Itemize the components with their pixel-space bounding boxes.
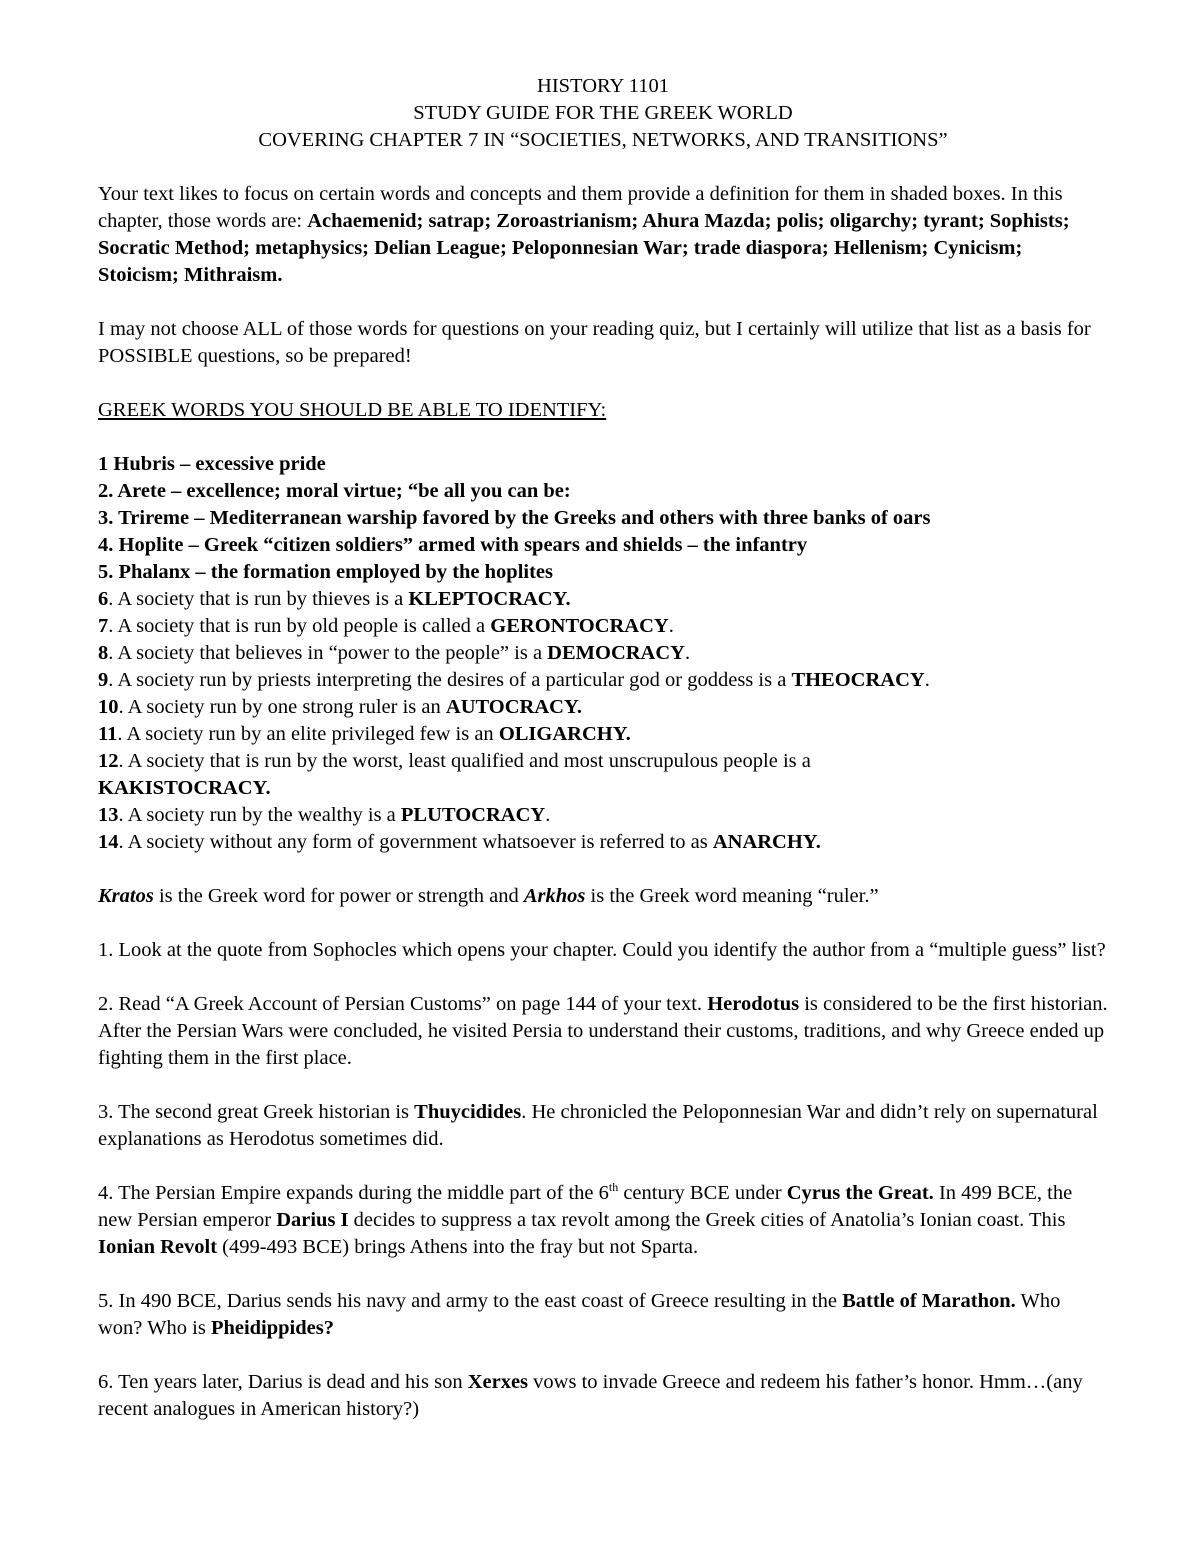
q4-ordinal-superscript: th bbox=[608, 1180, 619, 1195]
item-text: . A society that is run by the worst, least qualified and most unscrupulous people is a bbox=[118, 750, 811, 772]
definition-text: 4. Hoplite – Greek “citizen soldiers” armed with spears and shields – the infantry bbox=[98, 534, 808, 556]
title-block bbox=[98, 73, 1108, 154]
q3-text: 3. The second great Greek historian is bbox=[98, 1101, 415, 1123]
item-number: 11 bbox=[98, 723, 118, 745]
definition-text: 1 Hubris – excessive pride bbox=[98, 453, 326, 475]
item-number: 9 bbox=[98, 669, 109, 691]
kratos-mid: is the Greek word for power or strength and bbox=[153, 885, 524, 907]
bold-definition-item bbox=[98, 478, 1108, 505]
definition-text: 2. Arete – excellence; moral virtue; “be all you can be: bbox=[98, 480, 571, 502]
society-item bbox=[98, 640, 1108, 667]
society-item bbox=[98, 748, 1108, 775]
course-title: HISTORY 1101 bbox=[537, 75, 669, 97]
question-4 bbox=[98, 1180, 1108, 1261]
item-term: KAKISTOCRACY. bbox=[98, 777, 271, 799]
society-item bbox=[98, 721, 1108, 748]
intro-paragraph bbox=[98, 181, 1108, 289]
item-text: . A society without any form of government whatsoever is referred to as bbox=[118, 831, 713, 853]
chapter-coverage: COVERING CHAPTER 7 IN “SOCIETIES, NETWORKS, AND TRANSITIONS” bbox=[258, 129, 948, 151]
section-heading bbox=[98, 397, 1108, 424]
item-number: 12 bbox=[98, 750, 119, 772]
item-number: 7 bbox=[98, 615, 109, 637]
q6-term-xerxes: Xerxes bbox=[467, 1371, 529, 1393]
society-item bbox=[98, 802, 1108, 829]
item-end: . bbox=[668, 615, 674, 637]
q2-text-end: is considered to be the first historian. After the Persian Wars were concluded, he visited Persia to understand their customs, traditions, and why Greece ended up fighting them in the first place. bbox=[98, 993, 1108, 1069]
item-term: THEOCRACY bbox=[791, 669, 925, 691]
q6-text: 6. Ten years later, Darius is dead and his son bbox=[98, 1371, 468, 1393]
kratos-word: Kratos bbox=[98, 885, 154, 907]
item-number: 13 bbox=[98, 804, 119, 826]
definition-text: 3. Trireme – Mediterranean warship favored by the Greeks and others with three banks of oars bbox=[98, 507, 931, 529]
q4-term-ionian: Ionian Revolt bbox=[98, 1236, 218, 1258]
bold-definition-item bbox=[98, 451, 1108, 478]
guide-subtitle: STUDY GUIDE FOR THE GREEK WORLD bbox=[413, 102, 793, 124]
q4-term-darius: Darius I bbox=[276, 1209, 349, 1231]
document-content bbox=[98, 73, 1108, 1450]
item-term: AUTOCRACY. bbox=[445, 696, 583, 718]
item-text: . A society that is run by old people is called a bbox=[108, 615, 491, 637]
society-item bbox=[98, 613, 1108, 640]
q4-text-end: (499-493 BCE) brings Athens into the fray but not Sparta. bbox=[217, 1236, 699, 1258]
kratos-paragraph bbox=[98, 883, 1108, 910]
item-text: . A society run by priests interpreting the desires of a particular god or goddess is a bbox=[108, 669, 792, 691]
item-end: . bbox=[924, 669, 930, 691]
item-term: GERONTOCRACY bbox=[490, 615, 669, 637]
bold-definition-item bbox=[98, 505, 1108, 532]
q5-term-pheidippides: Pheidippides? bbox=[210, 1317, 334, 1339]
item-number: 8 bbox=[98, 642, 109, 664]
q2-term: Herodotus bbox=[707, 993, 800, 1015]
q5-term-marathon: Battle of Marathon. bbox=[842, 1290, 1016, 1312]
item-text: . A society run by an elite privileged few is an bbox=[117, 723, 499, 745]
society-item bbox=[98, 775, 1108, 802]
item-term: OLIGARCHY. bbox=[498, 723, 631, 745]
item-end: . bbox=[545, 804, 551, 826]
intro-terms: Achaemenid; satrap; Zoroastrianism; Ahura Mazda; polis; oligarchy; tyrant; Sophists; Socratic Method; metaphysics; Delian League; Peloponnesian War; trade diaspora; Hellenism; Cynicism; Stoicism; Mithraism. bbox=[98, 210, 1070, 286]
society-item bbox=[98, 829, 1108, 856]
society-item bbox=[98, 694, 1108, 721]
q4-text-2: century BCE under bbox=[618, 1182, 787, 1204]
definition-list bbox=[98, 451, 1108, 856]
q2-text: 2. Read “A Greek Account of Persian Customs” on page 144 of your text. bbox=[98, 993, 708, 1015]
item-term: ANARCHY. bbox=[712, 831, 821, 853]
q4-term-cyrus: Cyrus the Great. bbox=[786, 1182, 934, 1204]
item-number: 10 bbox=[98, 696, 119, 718]
item-number: 14 bbox=[98, 831, 119, 853]
item-term: DEMOCRACY bbox=[547, 642, 685, 664]
q5-text: 5. In 490 BCE, Darius sends his navy and army to the east coast of Greece resulting in the bbox=[98, 1290, 843, 1312]
q3-text-end: . He chronicled the Peloponnesian War and didn’t rely on supernatural explanations as Herodotus sometimes did. bbox=[98, 1101, 1098, 1150]
question-3 bbox=[98, 1099, 1108, 1153]
q5-text-2: Who won? Who is bbox=[98, 1290, 1061, 1339]
intro-text: Your text likes to focus on certain words and concepts and them provide a definition for them in shaded boxes. In this chapter, those words are: bbox=[98, 183, 1063, 232]
quiz-note: I may not choose ALL of those words for questions on your reading quiz, but I certainly will utilize that list as a basis for POSSIBLE questions, so be prepared! bbox=[98, 318, 1091, 367]
question-6 bbox=[98, 1369, 1108, 1423]
question-1: 1. Look at the quote from Sophocles which opens your chapter. Could you identify the author from a “multiple guess” list? bbox=[98, 939, 1106, 961]
bold-definition-item bbox=[98, 532, 1108, 559]
q4-text-3: In 499 BCE, the new Persian emperor bbox=[98, 1182, 1073, 1231]
q4-text-4: decides to suppress a tax revolt among the Greek cities of Anatolia’s Ionian coast. This bbox=[348, 1209, 1066, 1231]
arkhos-word: Arkhos bbox=[523, 885, 586, 907]
society-item bbox=[98, 586, 1108, 613]
item-end: . bbox=[684, 642, 691, 664]
item-term: PLUTOCRACY bbox=[400, 804, 546, 826]
item-text: . A society that is run by thieves is a bbox=[108, 588, 409, 610]
q3-term: Thuycidides bbox=[414, 1101, 522, 1123]
item-text: . A society run by the wealthy is a bbox=[118, 804, 401, 826]
item-text: . A society that believes in “power to the people” is a bbox=[108, 642, 548, 664]
definition-text: 5. Phalanx – the formation employed by the hoplites bbox=[98, 561, 553, 583]
item-text: . A society run by one strong ruler is an bbox=[118, 696, 446, 718]
question-5 bbox=[98, 1288, 1108, 1342]
q4-text: 4. The Persian Empire expands during the middle part of the 6 bbox=[98, 1182, 609, 1204]
section-heading-colon: : bbox=[600, 399, 607, 421]
question-2 bbox=[98, 991, 1108, 1072]
bold-definition-item bbox=[98, 559, 1108, 586]
item-term: KLEPTOCRACY. bbox=[408, 588, 571, 610]
item-number: 6 bbox=[98, 588, 109, 610]
society-item bbox=[98, 667, 1108, 694]
kratos-end: is the Greek word meaning “ruler.” bbox=[585, 885, 879, 907]
section-heading-text: GREEK WORDS YOU SHOULD BE ABLE TO IDENTIFY bbox=[98, 399, 601, 421]
q6-text-end: vows to invade Greece and redeem his father’s honor. Hmm…(any recent analogues in American history?) bbox=[98, 1371, 1083, 1420]
